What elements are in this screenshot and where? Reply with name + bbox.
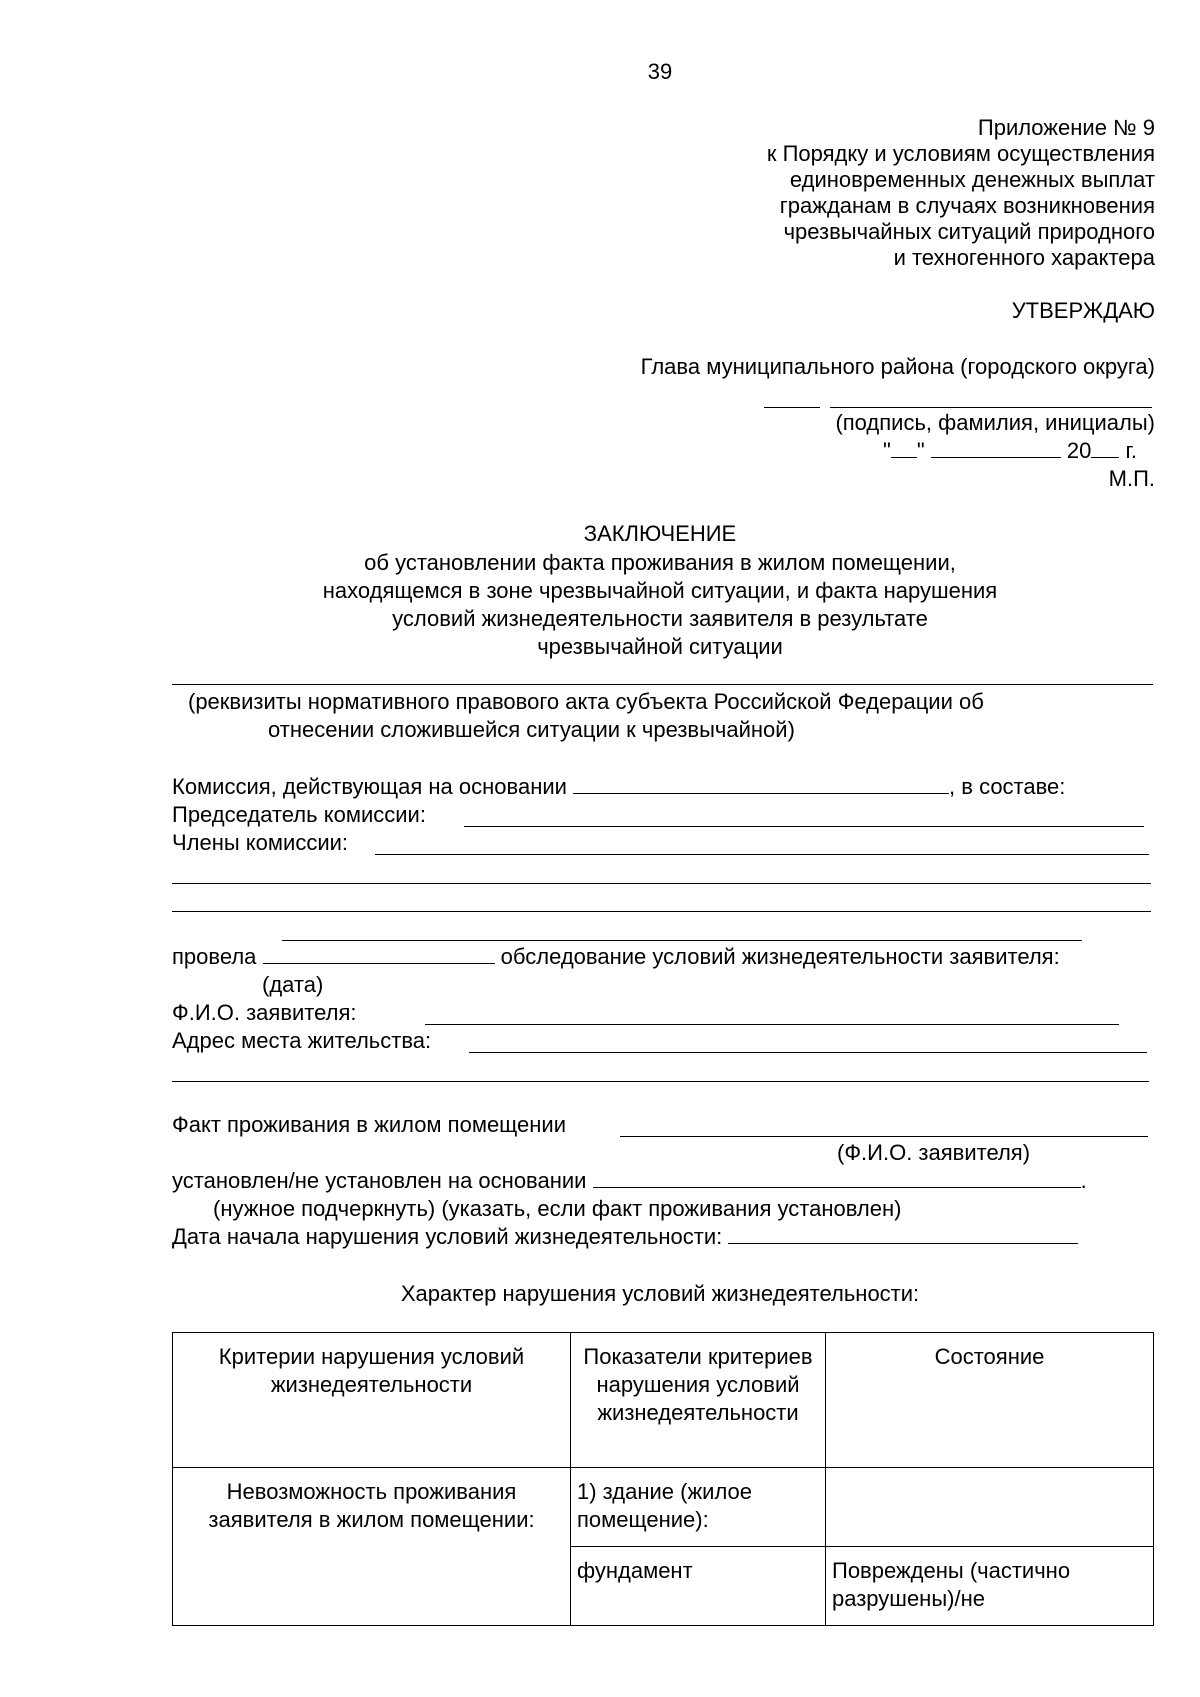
requisites-line (172, 684, 1153, 685)
survey-conducted: провела обследование условий жизнедеятельности заявителя: (172, 944, 1060, 969)
residence-fact-line (620, 1136, 1148, 1137)
table-header-cell: Состояние (826, 1333, 1154, 1468)
criteria-table (172, 1332, 1154, 1626)
members-line (172, 911, 1151, 912)
residence-established: установлен/не установлен на основании . (172, 1168, 1087, 1193)
address-line (469, 1052, 1147, 1053)
members-line (282, 940, 1082, 941)
title-line: находящемся в зоне чрезвычайной ситуации, и факта нарушения (322, 578, 998, 603)
approval-heading: УТВЕРЖДАЮ (1011, 298, 1155, 323)
survey-date-hint: (дата) (262, 972, 324, 997)
requisites-hint: отнесении сложившейся ситуации к чрезвычайной) (268, 717, 795, 742)
approval-head-title: Глава муниципального района (городского округа) (640, 354, 1155, 379)
title-line: чрезвычайной ситуации (537, 634, 783, 659)
applicant-name-hint: (Ф.И.О. заявителя) (837, 1140, 1031, 1165)
requisites-hint: (реквизиты нормативного правового акта субъекта Российской Федерации об (188, 689, 984, 714)
residence-hint: (нужное подчеркнуть) (указать, если факт проживания установлен) (213, 1196, 902, 1221)
table-cell: Невозможность проживания заявителя в жилом помещении: (173, 1468, 571, 1626)
appendix-line: единовременных денежных выплат (789, 167, 1155, 192)
address-label: Адрес места жительства: (172, 1028, 432, 1053)
approval-date: " " 20 г. (883, 438, 1137, 463)
table-cell: фундамент (571, 1547, 826, 1626)
chairman-label: Председатель комиссии: (172, 802, 426, 827)
title-line: об установлении факта проживания в жилом помещении, (364, 550, 956, 575)
signature-line-long (830, 407, 1152, 408)
chairman-line (464, 826, 1144, 827)
members-line (172, 883, 1151, 884)
table-header-cell: Показатели критериев нарушения условий жизнедеятельности (571, 1333, 826, 1468)
applicant-label: Ф.И.О. заявителя: (172, 1000, 357, 1025)
appendix-line: чрезвычайных ситуаций природного (783, 219, 1155, 244)
table-header-cell: Критерии нарушения условий жизнедеятельности (173, 1333, 571, 1468)
stamp-mark: М.П. (1108, 466, 1155, 491)
appendix-line: гражданам в случаях возникновения (779, 193, 1155, 218)
table-cell: Повреждены (частично разрушены)/не (826, 1547, 1154, 1626)
table-cell (826, 1468, 1154, 1547)
table-header-row (173, 1333, 1154, 1468)
members-line (375, 854, 1149, 855)
table-cell: 1) здание (жилое помещение): (571, 1468, 826, 1547)
signature-line-short (764, 407, 820, 408)
appendix-line: к Порядку и условиям осуществления (766, 141, 1155, 166)
nature-heading: Характер нарушения условий жизнедеятельности: (400, 1281, 920, 1306)
signature-hint: (подпись, фамилия, инициалы) (835, 410, 1155, 435)
page-number: 39 (647, 59, 673, 84)
appendix-line: Приложение № 9 (977, 115, 1155, 140)
document-title: ЗАКЛЮЧЕНИЕ (583, 521, 737, 546)
residence-fact-label: Факт проживания в жилом помещении (172, 1112, 566, 1137)
title-line: условий жизнедеятельности заявителя в результате (392, 606, 928, 631)
appendix-line: и техногенного характера (893, 245, 1155, 270)
violation-date: Дата начала нарушения условий жизнедеятельности: (172, 1223, 1078, 1250)
address-line (172, 1081, 1149, 1082)
applicant-line (425, 1024, 1119, 1025)
members-label: Члены комиссии: (172, 830, 349, 855)
commission-basis: Комиссия, действующая на основании , в составе: (172, 774, 1066, 799)
table-row (173, 1468, 1154, 1547)
